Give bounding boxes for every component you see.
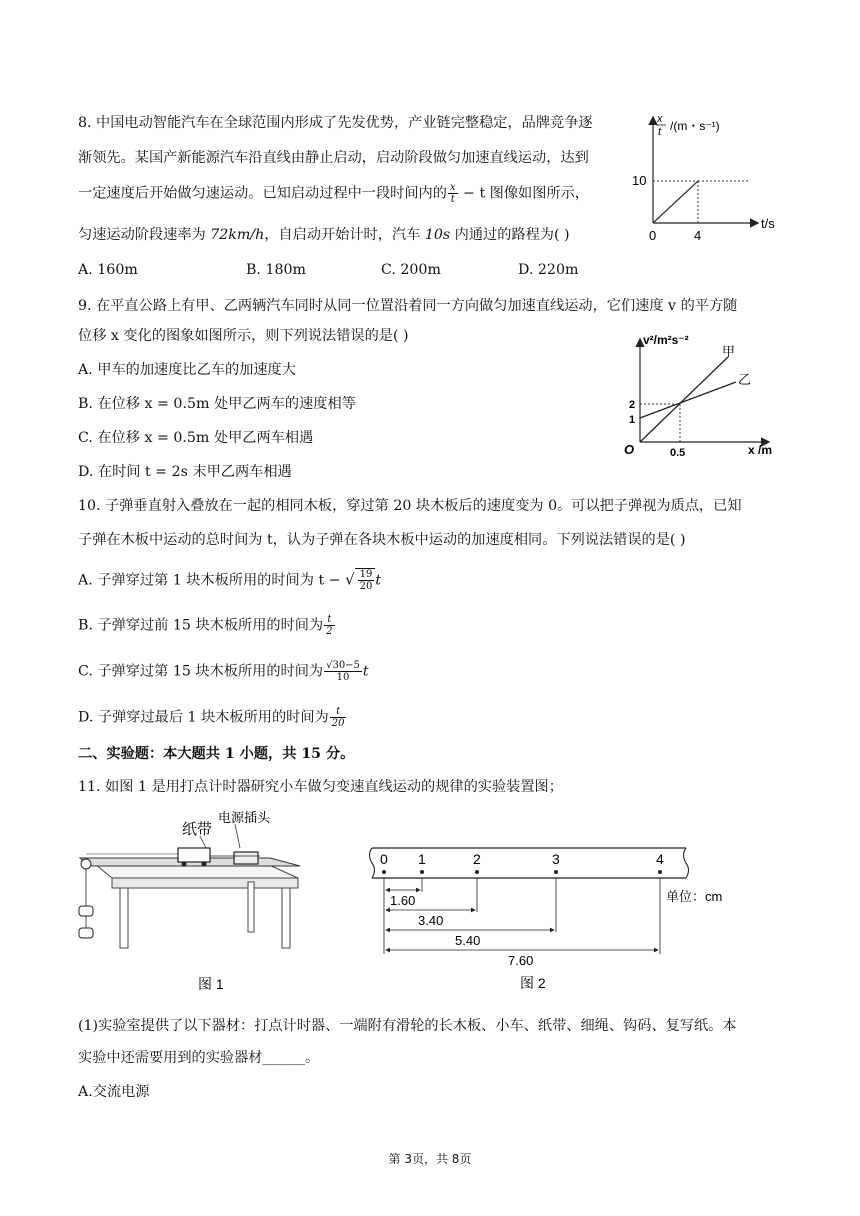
fig1-hook-weight xyxy=(79,906,93,916)
q8-x-axis-label: t/s xyxy=(761,216,775,231)
q8-x-tick-4: 4 xyxy=(694,228,702,243)
fig2-point-1: 1 xyxy=(418,851,426,867)
fig1-timer xyxy=(234,852,258,864)
q10-opt-a-t: t xyxy=(375,572,382,589)
q8-y-frac-num: x xyxy=(657,113,663,125)
q8-line4-text-a: 匀速运动阶段速率为 xyxy=(78,227,211,243)
fig2-dot-3 xyxy=(554,870,558,874)
fig1-cart-wheel xyxy=(202,862,207,867)
q8-line3 xyxy=(78,182,589,205)
q9-option-d: D. 在时间 t = 2s 末甲乙两车相遇 xyxy=(78,464,292,480)
q9-x-tick-05: 0.5 xyxy=(670,447,686,459)
q8-origin: 0 xyxy=(649,228,657,243)
fig2-tape-right-end xyxy=(684,848,689,878)
q10-opt-b-fraction xyxy=(324,614,334,637)
q9-v2x-graph xyxy=(618,332,790,462)
q8-option-b: B. 180m xyxy=(246,262,306,278)
q8-frac-num: x xyxy=(449,182,456,193)
q8-xt-fraction xyxy=(448,182,458,205)
fig2-dist-1: 1.60 xyxy=(390,893,416,908)
q10-option-d xyxy=(78,706,347,729)
fig1-label-plug: 电源插头 xyxy=(218,810,271,825)
fig2-point-3: 3 xyxy=(552,851,560,867)
fig2-dot-4 xyxy=(658,870,662,874)
fig2-caption: 图 2 xyxy=(520,975,546,991)
q9-series-jia-label: 甲 xyxy=(722,344,736,359)
q11-line1: 11. 如图 1 是用打点计时器研究小车做匀变速直线运动的规律的实验装置图； xyxy=(78,779,563,795)
q10-option-a xyxy=(78,568,381,592)
fig2-dist-4: 7.60 xyxy=(508,953,534,968)
q11-sub1-line2: 实验中还需要用到的实验器材______。 xyxy=(78,1050,320,1066)
q9-option-c: C. 在位移 x = 0.5m 处甲乙两车相遇 xyxy=(78,430,314,446)
q10-opt-d-fraction xyxy=(330,706,347,729)
q9-x-axis-label: x /m xyxy=(748,443,773,457)
q9-y-tick-2: 2 xyxy=(629,399,636,411)
fig1-leg-right-back xyxy=(248,882,254,932)
q8-line4 xyxy=(78,225,570,245)
q11-sub1-option-a: A.交流电源 xyxy=(78,1084,150,1100)
q10-opt-d-text: D. 子弹穿过最后 1 块木板所用的时间为 xyxy=(78,709,329,726)
q10-opt-c-num: √30−5 xyxy=(326,660,360,671)
q11-sub1-line1: (1)实验室提供了以下器材：打点计时器、一端附有滑轮的长木板、小车、纸带、细绳、钩码、复写纸。本 xyxy=(78,1018,737,1034)
q9-origin: O xyxy=(624,442,635,457)
fig1-leg-right-front xyxy=(282,888,290,948)
q9-y-tick-1: 1 xyxy=(629,414,636,426)
q8-option-a: A. 160m xyxy=(78,262,138,278)
q9-line1: 9. 在平直公路上有甲、乙两辆汽车同时从同一位置沿着同一方向做匀加速直线运动，它们速度 v 的平方随 xyxy=(78,298,738,314)
fig2-dot-1 xyxy=(420,870,424,874)
q8-line4-text-c: 内通过的路程为( ) xyxy=(450,227,570,243)
fig1-table-edge xyxy=(112,878,298,888)
fig2-dist-3: 5.40 xyxy=(455,933,481,948)
fig1-pulley xyxy=(81,859,91,869)
q10-opt-a-fraction xyxy=(358,569,375,592)
fig2-point-2: 2 xyxy=(473,851,481,867)
page-footer: 第 3页，共 8页 xyxy=(388,1152,472,1166)
q9-line2: 位移 x 变化的图象如图所示，则下列说法错误的是( ) xyxy=(78,328,409,344)
q10-line2: 子弹在木板中运动的总时间为 t，认为子弹在各块木板中运动的加速度相同。下列说法错误的是( ) xyxy=(78,532,686,548)
fig2-tape-left-end xyxy=(370,848,375,878)
q8-y-tick-10: 10 xyxy=(632,173,647,188)
q10-opt-c-den: 10 xyxy=(336,672,350,683)
sqrt-icon: √ xyxy=(345,570,355,589)
fig1-label-tape: 纸带 xyxy=(182,821,213,838)
q8-line3-text-a: 一定速度后开始做匀速运动。已知启动过程中一段时间内的 xyxy=(78,185,447,202)
q8-line1: 8. 中国电动智能汽车在全球范围内形成了先发优势，产业链完整稳定，品牌竞争逐 xyxy=(78,115,593,131)
q8-y-frac-den: t xyxy=(658,126,662,138)
q8-time: 10s xyxy=(424,227,451,243)
q10-opt-a-num: 19 xyxy=(359,569,373,580)
q8-line2: 渐领先。某国产新能源汽车沿直线由静止启动，启动阶段做匀加速直线运动，达到 xyxy=(78,150,589,166)
q8-xt-graph xyxy=(620,108,790,246)
fig1-cart xyxy=(178,848,210,862)
q8-accel-line xyxy=(653,181,698,223)
q9-option-a: A. 甲车的加速度比乙车的加速度大 xyxy=(78,362,296,378)
q9-y-axis-label: v²/m²s⁻² xyxy=(643,333,689,347)
q8-line4-text-b: ，自启动开始计时，汽车 xyxy=(264,227,425,243)
q8-y-axis-label: /(m・s⁻¹) xyxy=(670,119,720,133)
q10-opt-a-text: A. 子弹穿过第 1 块木板所用的时间为 t − xyxy=(78,572,346,589)
q8-frac-den: t xyxy=(450,194,455,205)
q8-speed: 72km/h xyxy=(210,227,265,243)
q8-line3-text-b: − t 图像如图所示， xyxy=(458,185,589,202)
fig2-dot-0 xyxy=(382,870,386,874)
fig2-dist-2: 3.40 xyxy=(418,913,444,928)
fig2-dot-2 xyxy=(475,870,479,874)
q8-option-d: D. 220m xyxy=(518,262,579,278)
fig2-point-0: 0 xyxy=(380,851,388,867)
q10-opt-b-num: t xyxy=(324,614,334,626)
q9-line-yi xyxy=(640,382,736,418)
q10-opt-c-fraction xyxy=(324,660,362,683)
fig1-hook-weight xyxy=(79,928,93,938)
q10-option-c xyxy=(78,660,369,683)
q10-opt-c-t: t xyxy=(362,663,369,680)
q9-series-yi-label: 乙 xyxy=(738,372,752,387)
q10-opt-b-den: 2 xyxy=(326,626,333,637)
fig1-plug-leader xyxy=(235,824,240,848)
q10-option-b xyxy=(78,614,336,637)
q11-figure-2-tape xyxy=(360,842,723,992)
q10-opt-a-den: 20 xyxy=(359,581,373,592)
section-heading-experiment: 二、实验题：本大题共 1 小题，共 15 分。 xyxy=(78,746,355,762)
q11-figure-1-apparatus xyxy=(70,808,310,998)
fig2-unit: 单位：cm xyxy=(666,889,723,904)
q9-option-b: B. 在位移 x = 0.5m 处甲乙两车的速度相等 xyxy=(78,396,356,412)
q10-opt-d-den: 20 xyxy=(331,718,345,729)
q10-opt-b-text: B. 子弹穿过前 15 块木板所用的时间为 xyxy=(78,617,324,634)
q10-line1: 10. 子弹垂直射入叠放在一起的相同木板，穿过第 20 块木板后的速度变为 0。可以把子弹视为质点，已知 xyxy=(78,498,742,514)
q8-option-c: C. 200m xyxy=(381,262,441,278)
q10-opt-d-num: t xyxy=(330,706,347,718)
q10-opt-c-text: C. 子弹穿过第 15 块木板所用的时间为 xyxy=(78,663,324,680)
q9-line-jia xyxy=(640,357,728,442)
fig1-cart-wheel xyxy=(182,862,187,867)
fig1-leg-left-front xyxy=(120,888,128,948)
fig1-caption: 图 1 xyxy=(198,976,224,992)
fig2-point-4: 4 xyxy=(656,851,664,867)
